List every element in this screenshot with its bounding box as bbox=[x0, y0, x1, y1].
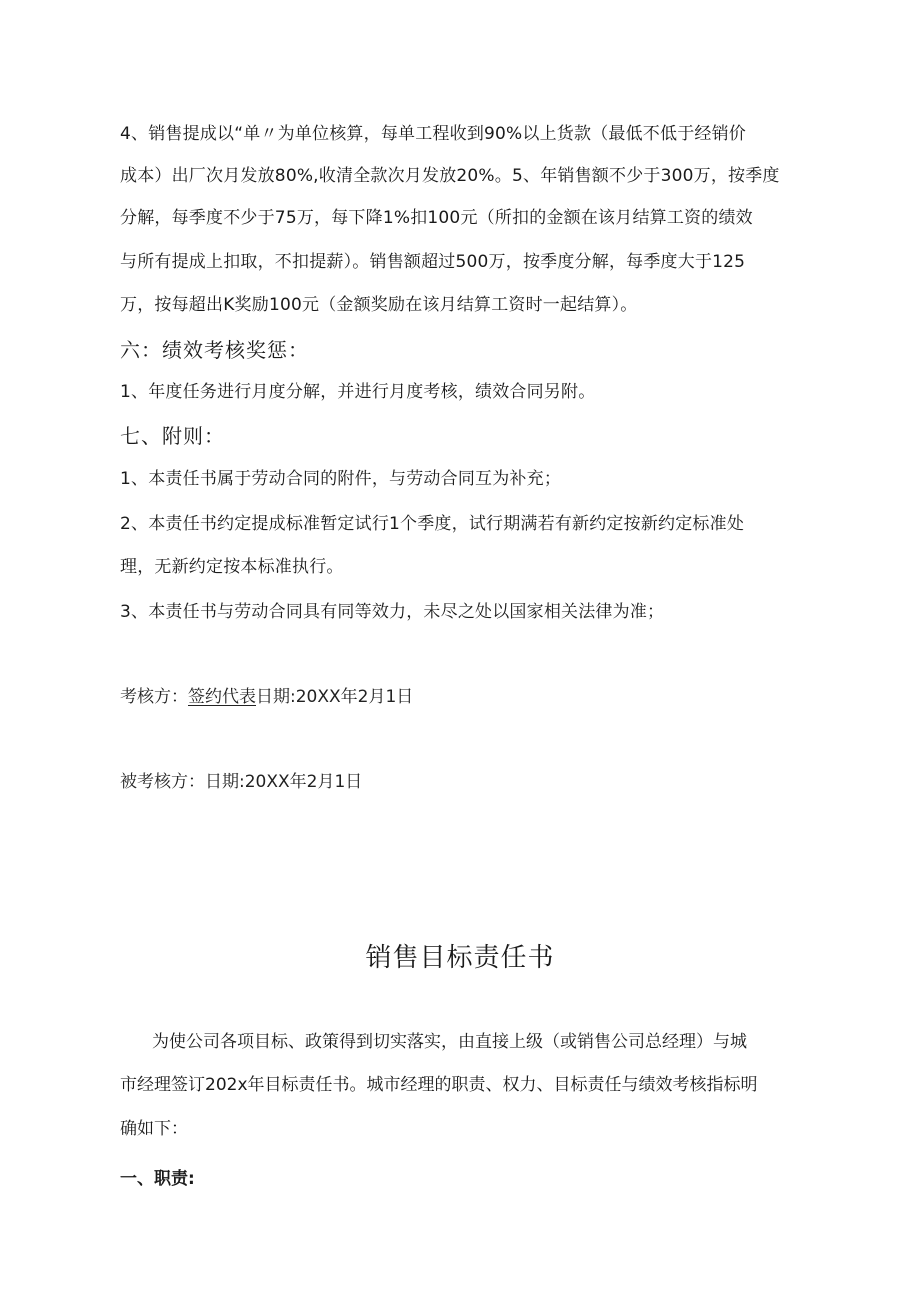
commission-line-1: 4、销售提成以“单〃为单位核算，每单工程收到90%以上货款（最低不低于经销价 bbox=[120, 124, 747, 144]
assessor-date: 日期:20XX年2月1日 bbox=[256, 687, 414, 707]
document-title: 销售目标责任书 bbox=[365, 943, 555, 973]
assessee-signature-line bbox=[120, 770, 362, 794]
section-7-item-2-line-2: 理，无新约定按本标准执行。 bbox=[120, 557, 344, 577]
assessee-label: 被考核方： bbox=[120, 772, 205, 792]
section-6-heading: 六：绩效考核奖惩： bbox=[120, 338, 309, 362]
intro-line-3: 确如下： bbox=[120, 1119, 188, 1139]
commission-line-5: 万，按每超出K奖励100元（金额奖励在该月结算工资时一起结算）。 bbox=[120, 295, 638, 315]
duties-heading: 一、职责: bbox=[120, 1169, 195, 1189]
section-7-item-3: 3、本责任书与劳动合同具有同等效力，未尽之处以国家相关法律为准； bbox=[120, 602, 665, 622]
commission-line-4: 与所有提成上扣取，不扣提薪）。销售额超过500万，按季度分解，每季度大于125 bbox=[120, 252, 746, 272]
section-6-item-1: 1、年度任务进行月度分解，并进行月度考核，绩效合同另附。 bbox=[120, 382, 596, 402]
section-7-item-1: 1、本责任书属于劳动合同的附件，与劳动合同互为补充； bbox=[120, 469, 562, 489]
assessee-date: 日期:20XX年2月1日 bbox=[205, 772, 363, 792]
assessor-signature-line bbox=[120, 685, 413, 709]
assessor-label: 考核方： bbox=[120, 687, 188, 707]
commission-line-3: 分解，每季度不少于75万，每下降1%扣100元（所扣的金额在该月结算工资的绩效 bbox=[120, 208, 753, 228]
intro-line-1: 为使公司各项目标、政策得到切实落实，由直接上级（或销售公司总经理）与城 bbox=[152, 1032, 747, 1052]
intro-line-2: 市经理签订202x年目标责任书。城市经理的职责、权力、目标责任与绩效考核指标明 bbox=[120, 1075, 758, 1095]
section-7-heading: 七、附则： bbox=[120, 424, 225, 448]
commission-line-2: 成本）出厂次月发放80%,收清全款次月发放20%。5、年销售额不少于300万，按季度 bbox=[120, 166, 780, 186]
section-7-item-2-line-1: 2、本责任书约定提成标准暂定试行1个季度，试行期满若有新约定按新约定标准处 bbox=[120, 514, 745, 534]
assessor-representative: 签约代表 bbox=[188, 687, 256, 707]
